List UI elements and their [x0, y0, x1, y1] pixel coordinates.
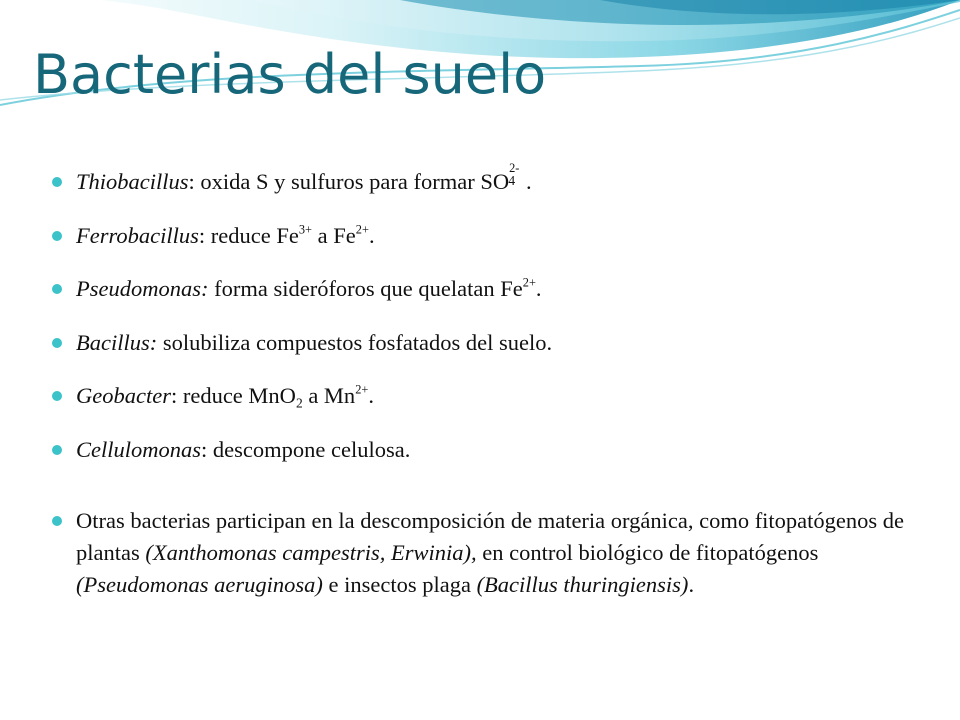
bullet-text: : descompone celulosa. — [201, 436, 411, 462]
bullet-text: : oxida S y sulfuros para formar SO — [188, 169, 510, 194]
genus-name: Thiobacillus — [76, 169, 189, 194]
species-names: (Pseudomonas aeruginosa) — [76, 571, 323, 597]
list-item — [52, 380, 912, 412]
bullet-icon — [52, 177, 62, 187]
bullet-end: . — [368, 383, 374, 408]
bullet-text: Otras bacterias participan en la descomposición de materia orgánica, como fitopatógenos de plantas — [76, 507, 905, 565]
slide-title: Bacterias del suelo — [33, 43, 547, 106]
list-item — [52, 327, 912, 359]
bullet-text: : reduce MnO — [170, 383, 296, 408]
list-item — [52, 161, 912, 198]
species-names: (Xanthomonas campestris, Erwinia), — [145, 539, 477, 565]
genus-name: Cellulomonas — [76, 436, 202, 462]
subscript: 2 — [295, 395, 303, 411]
bullet-icon — [52, 231, 62, 241]
superscript: 2+ — [355, 382, 369, 397]
genus-name: Pseudomonas: — [76, 276, 209, 301]
list-item — [52, 273, 912, 305]
superscript: 2- — [509, 161, 520, 176]
list-item — [52, 434, 912, 466]
bullet-icon — [52, 338, 62, 348]
bullet-text: en control biológico de fitopatógenos — [476, 539, 819, 565]
bullet-text: solubiliza compuestos fosfatados del suelo. — [157, 329, 553, 355]
genus-name: Ferrobacillus — [76, 222, 199, 248]
bullet-end: . — [525, 169, 532, 194]
bullet-end: . — [535, 276, 542, 301]
bullet-list — [52, 161, 912, 622]
bullet-text: e insectos plaga — [322, 571, 477, 597]
bullet-text: : reduce Fe — [198, 222, 299, 248]
bullet-text-mid: a Mn — [302, 383, 356, 408]
genus-name: Bacillus: — [76, 329, 158, 355]
chemical-notation — [508, 161, 526, 190]
bullet-text: forma sideróforos que quelatan Fe — [208, 276, 523, 301]
bullet-end: . — [688, 571, 695, 597]
species-names: (Bacillus thuringiensis) — [476, 571, 689, 597]
superscript: 3+ — [298, 222, 313, 237]
bullet-icon — [52, 445, 62, 455]
bullet-icon — [52, 284, 62, 294]
superscript: 2+ — [355, 222, 369, 237]
superscript: 2+ — [522, 275, 536, 290]
genus-name: Geobacter — [76, 383, 171, 408]
list-item — [52, 505, 912, 601]
bullet-icon — [52, 391, 62, 401]
list-item — [52, 220, 912, 252]
bullet-text-mid: a Fe — [312, 222, 356, 248]
bullet-icon — [52, 516, 62, 526]
bullet-end: . — [368, 222, 375, 248]
subscript: 4 — [508, 172, 516, 188]
